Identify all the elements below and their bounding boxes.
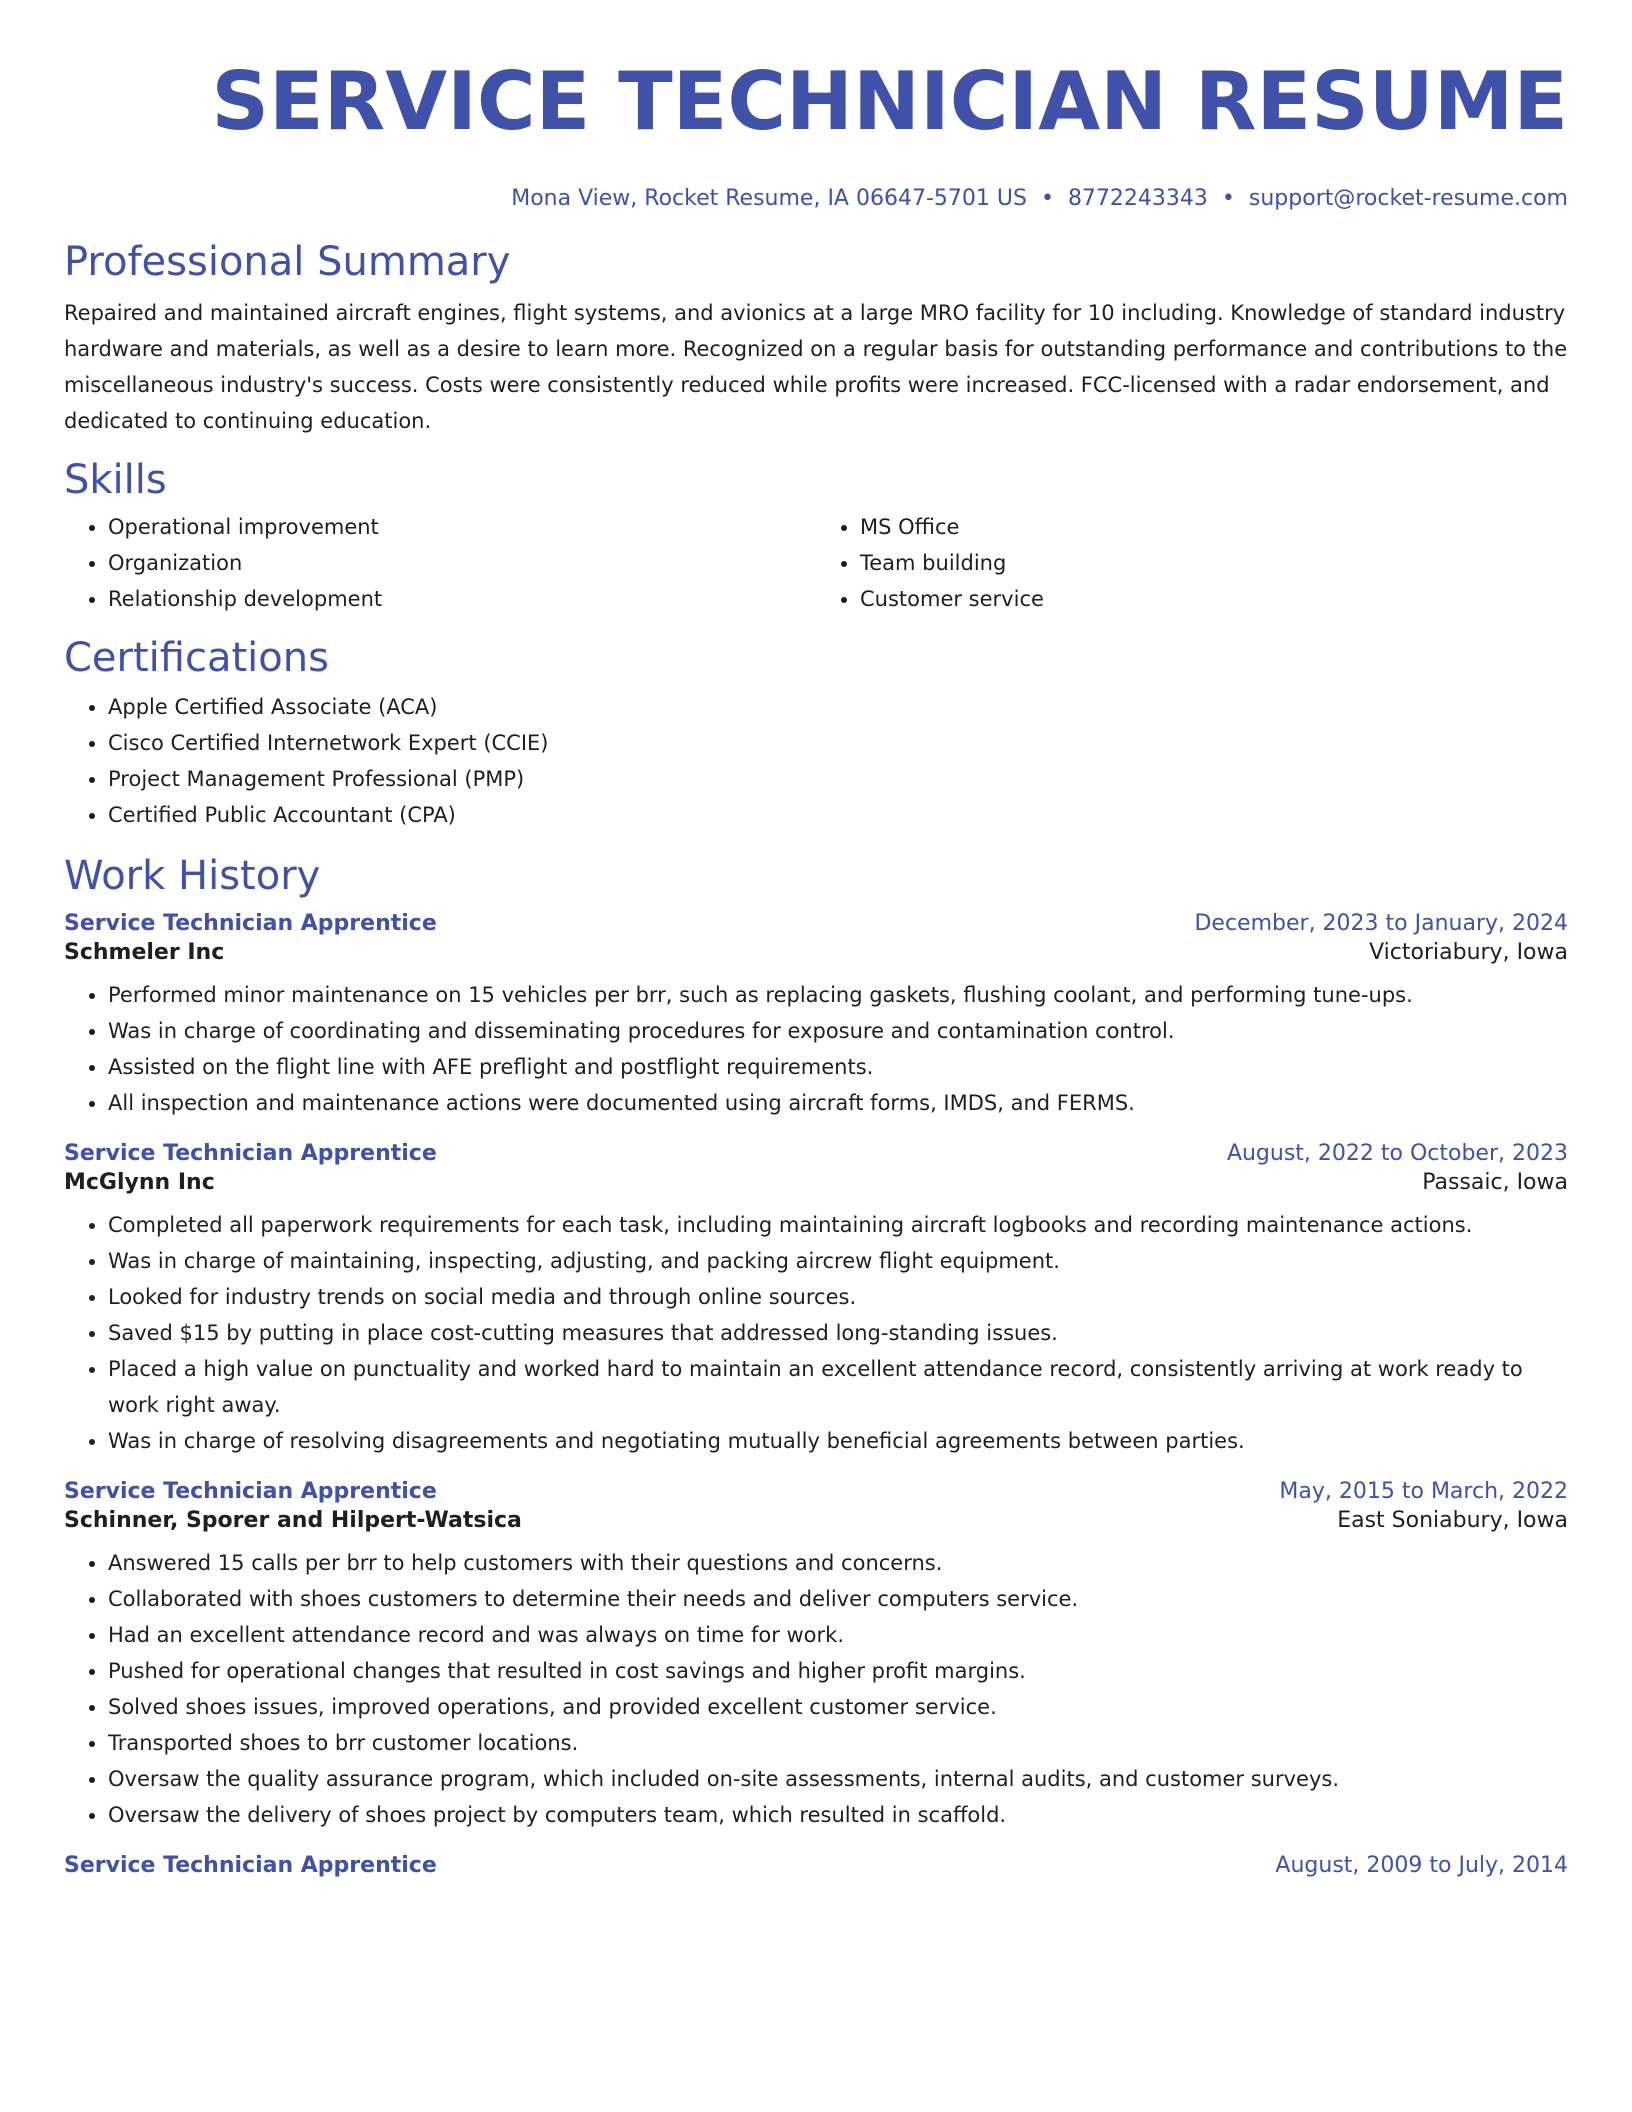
resume-title: SERVICE TECHNICIAN RESUME	[211, 55, 1568, 148]
job-employer-row	[64, 1170, 1568, 1195]
job-dates: December, 2023 to January, 2024	[1194, 911, 1568, 936]
job-bullet: • Was in charge of maintaining, inspecting, adjusting, and packing aircrew flight equipment.	[108, 1243, 1568, 1279]
job-bullet: • Pushed for operational changes that resulted in cost savings and higher profit margins.	[108, 1653, 1568, 1689]
job-header-row	[64, 911, 1568, 936]
job-bullet: • Assisted on the flight line with AFE preflight and postflight requirements.	[108, 1049, 1568, 1085]
job-bullet: • Oversaw the delivery of shoes project by computers team, which resulted in scaffold.	[108, 1797, 1568, 1833]
job-bullet: • Looked for industry trends on social media and through online sources.	[108, 1279, 1568, 1315]
certifications-heading: Certifications	[64, 635, 329, 681]
job-bullet: • Had an excellent attendance record and was always on time for work.	[108, 1617, 1568, 1653]
job-bullet: • Was in charge of resolving disagreements and negotiating mutually beneficial agreements between parties.	[108, 1423, 1568, 1459]
job-employer-row	[64, 1508, 1568, 1533]
job-bullets	[64, 1545, 1568, 1833]
certification-item: • Cisco Certified Internetwork Expert (CCIE)	[108, 725, 1568, 761]
job-bullet: • Oversaw the quality assurance program, which included on-site assessments, internal audits, and customer surveys.	[108, 1761, 1568, 1797]
certification-item: • Project Management Professional (PMP)	[108, 761, 1568, 797]
job-bullet: • Saved $15 by putting in place cost-cutting measures that addressed long-standing issues.	[108, 1315, 1568, 1351]
skill-item: • Team building	[860, 545, 1568, 581]
job-header-row	[64, 1853, 1568, 1878]
job-title: Service Technician Apprentice	[64, 1479, 437, 1504]
skill-item: • Organization	[108, 545, 816, 581]
job-entry	[64, 1141, 1568, 1459]
job-bullet: • Solved shoes issues, improved operations, and provided excellent customer service.	[108, 1689, 1568, 1725]
job-bullet: • Collaborated with shoes customers to determine their needs and deliver computers service.	[108, 1581, 1568, 1617]
job-header-row	[64, 1141, 1568, 1166]
job-bullet: • Placed a high value on punctuality and worked hard to maintain an excellent attendance record, consistently arriving at work ready to work right away.	[108, 1351, 1568, 1423]
contact-separator: •	[1221, 186, 1235, 211]
skills-list-left	[64, 509, 816, 617]
job-dates: August, 2009 to July, 2014	[1275, 1853, 1568, 1878]
job-title: Service Technician Apprentice	[64, 1141, 437, 1166]
job-header-row	[64, 1479, 1568, 1504]
skill-item: • Customer service	[860, 581, 1568, 617]
job-entry	[64, 1479, 1568, 1833]
contact-separator: •	[1040, 186, 1054, 211]
work-history-heading: Work History	[64, 853, 321, 899]
job-employer: McGlynn Inc	[64, 1170, 215, 1195]
job-bullet: • Transported shoes to brr customer locations.	[108, 1725, 1568, 1761]
job-entry	[64, 1853, 1568, 1878]
job-entry	[64, 911, 1568, 1121]
job-title: Service Technician Apprentice	[64, 1853, 437, 1878]
certification-item: • Certified Public Accountant (CPA)	[108, 797, 1568, 833]
job-title: Service Technician Apprentice	[64, 911, 437, 936]
job-bullet: • Completed all paperwork requirements for each task, including maintaining aircraft logbooks and recording maintenance actions.	[108, 1207, 1568, 1243]
skills-list-right	[816, 509, 1568, 617]
skill-item: • Relationship development	[108, 581, 816, 617]
job-location: East Soniabury, Iowa	[1337, 1508, 1568, 1533]
job-bullet: • All inspection and maintenance actions were documented using aircraft forms, IMDS, and FERMS.	[108, 1085, 1568, 1121]
skill-item: • Operational improvement	[108, 509, 816, 545]
contact-phone: 8772243343	[1067, 186, 1208, 211]
contact-line	[64, 186, 1568, 211]
job-bullet: • Was in charge of coordinating and disseminating procedures for exposure and contamination control.	[108, 1013, 1568, 1049]
job-bullets	[64, 1207, 1568, 1459]
job-employer: Schmeler Inc	[64, 940, 225, 965]
job-bullet: • Performed minor maintenance on 15 vehicles per brr, such as replacing gaskets, flushing coolant, and performing tune-ups.	[108, 977, 1568, 1013]
job-location: Victoriabury, Iowa	[1369, 940, 1568, 965]
contact-email[interactable]: support@rocket-resume.com	[1248, 186, 1568, 211]
skills-heading: Skills	[64, 457, 167, 503]
contact-address: Mona View, Rocket Resume, IA 06647-5701 US	[511, 186, 1027, 211]
summary-heading: Professional Summary	[64, 239, 511, 285]
job-dates: May, 2015 to March, 2022	[1279, 1479, 1568, 1504]
job-employer: Schinner, Sporer and Hilpert-Watsica	[64, 1508, 522, 1533]
job-employer-row	[64, 940, 1568, 965]
certification-item: • Apple Certified Associate (ACA)	[108, 689, 1568, 725]
skill-item: • MS Office	[860, 509, 1568, 545]
job-location: Passaic, Iowa	[1422, 1170, 1568, 1195]
summary-text: Repaired and maintained aircraft engines, flight systems, and avionics at a large MRO facility for 10 including. Knowledge of standard industry hardware and materials, as well as a desire to learn more. Recognized on a regular basis for outstanding performance and contributions to the miscellaneous industry's success. Costs were consistently reduced while profits were increased. FCC-licensed with a radar endorsement, and dedicated to continuing education.	[64, 301, 1568, 433]
certifications-list	[64, 689, 1568, 833]
skills-columns	[64, 509, 1568, 617]
job-bullet: • Answered 15 calls per brr to help customers with their questions and concerns.	[108, 1545, 1568, 1581]
job-bullets	[64, 977, 1568, 1121]
job-dates: August, 2022 to October, 2023	[1226, 1141, 1568, 1166]
